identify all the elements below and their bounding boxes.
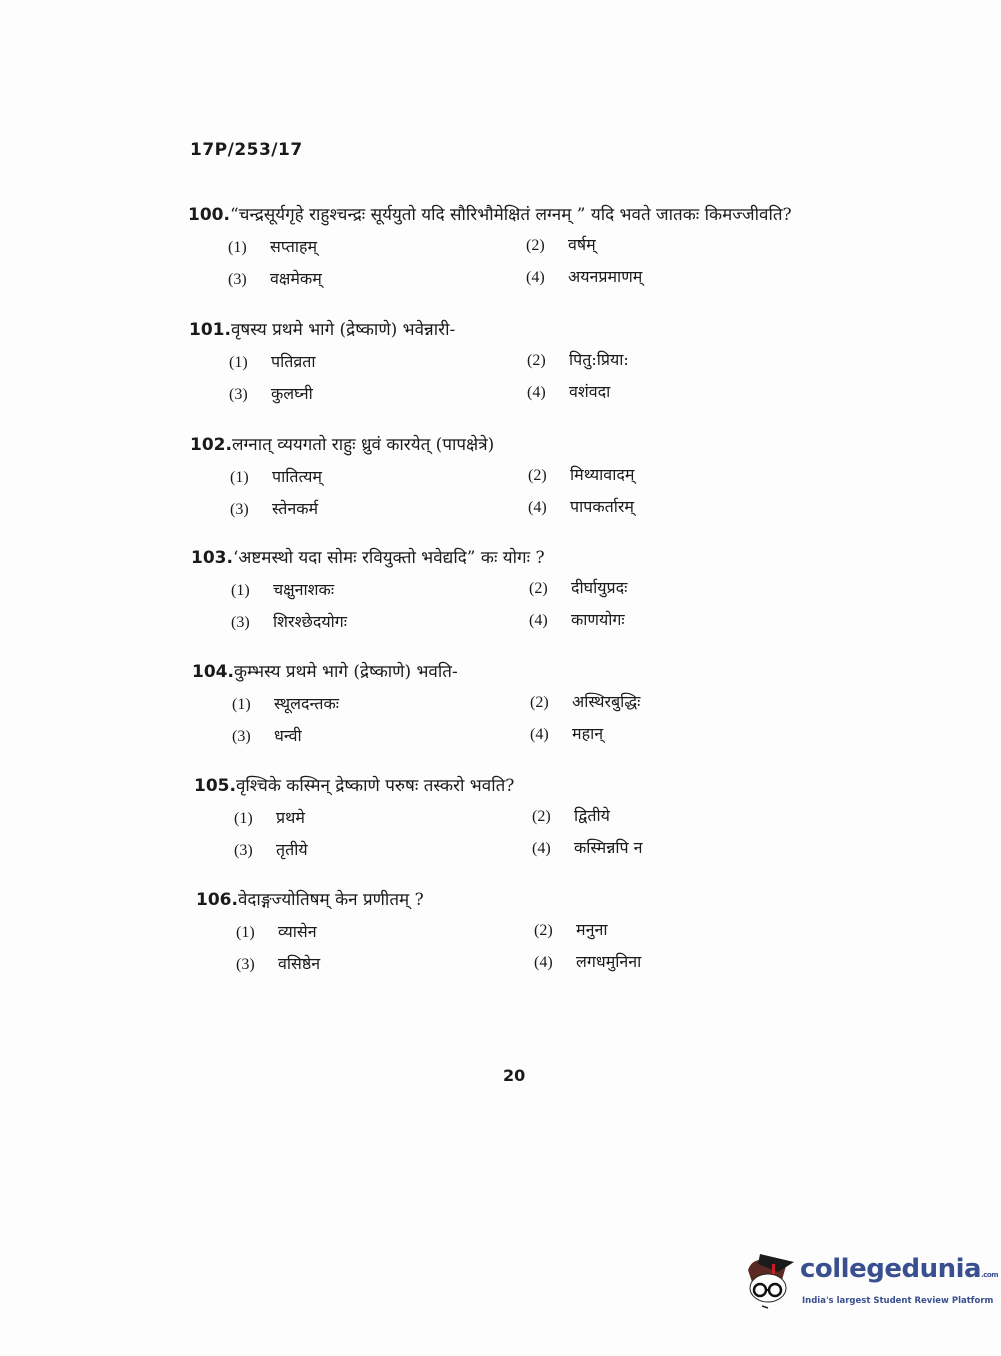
question-stem [190,430,890,460]
option-1 [228,232,317,263]
option-2 [529,573,627,604]
option-4 [526,262,642,293]
option-label: (3) [234,842,253,859]
question-text: “चन्द्रसूर्यगृहे राहुश्चन्द्रः सूर्ययुतो यदि सौरिभौमेक्षितं लग्नम् ” यदि भवते जातकः किमज्जीवति? [229,205,792,225]
question-number: 103. [191,548,233,568]
option-text: धन्वी [274,726,302,745]
option-label: (3) [230,501,249,518]
question-number: 106. [196,890,238,910]
option-2 [532,801,610,832]
brand-name: collegedunia [800,1254,982,1284]
mascot-logo-icon [742,1250,800,1320]
option-label: (3) [232,728,251,745]
question-text: वेदाङ्गज्योतिषम् केन प्रणीतम् ? [237,890,424,910]
question-number: 101. [189,320,231,340]
option-text: अस्थिरबुद्धिः [572,692,641,711]
option-label: (2) [530,694,549,711]
page-number: 20 [503,1066,526,1085]
option-text: वक्षमेकम् [270,269,322,288]
option-4 [534,947,641,978]
collegedunia-watermark [742,1250,998,1320]
question-number: 105. [194,776,236,796]
option-text: सप्ताहम् [270,237,318,256]
option-text: दीर्घायुप्रदः [571,578,628,597]
option-2 [528,460,634,491]
option-text: स्तेनकर्म [272,499,319,518]
option-label: (4) [526,269,545,286]
option-text: पितु:प्रिया: [569,350,629,369]
option-text: महान् [572,724,604,743]
option-label: (2) [534,922,553,939]
question-stem [194,771,894,801]
option-label: (2) [529,580,548,597]
option-text: पापकर्तारम् [570,497,634,516]
option-2 [530,687,640,718]
question-106 [196,885,896,979]
option-2 [527,345,629,376]
option-1 [230,462,322,493]
option-list [194,801,894,865]
option-text: द्वितीये [574,806,610,825]
question-stem [191,543,891,573]
option-list [188,230,888,294]
option-1 [232,689,339,720]
option-text: वर्षम् [568,235,596,254]
question-105 [194,771,894,865]
question-number: 104. [192,662,234,682]
option-label: (4) [532,840,551,857]
brand-suffix: .com [981,1271,998,1279]
option-label: (3) [228,271,247,288]
paper-code: 17P/253/17 [190,140,303,160]
option-4 [528,492,634,523]
option-label: (1) [234,810,253,827]
question-stem [188,200,888,230]
option-list [190,460,890,524]
option-4 [530,719,603,750]
question-number: 102. [190,435,232,455]
option-text: वसिष्ठेन [278,954,321,973]
option-text: काणयोगः [571,610,625,629]
option-label: (4) [529,612,548,629]
brand-tagline: India's largest Student Review Platform [802,1296,994,1306]
option-4 [529,605,625,636]
option-label: (1) [231,582,250,599]
option-text: प्रथमे [276,808,305,827]
question-number: 100. [188,205,230,225]
option-label: (1) [228,239,247,256]
option-text: लगधमुनिना [576,952,642,971]
option-1 [236,917,317,948]
option-list [191,573,891,637]
question-103 [191,543,891,637]
option-4 [532,833,643,864]
question-text: ‘अष्टमस्थो यदा सोमः रवियुक्तो भवेद्यदि” कः योगः ? [232,548,545,568]
option-text: पातित्यम् [272,467,322,486]
option-text: चक्षुनाशकः [273,580,335,599]
option-label: (4) [527,384,546,401]
option-label: (2) [532,808,551,825]
option-label: (1) [230,469,249,486]
option-label: (2) [528,467,547,484]
question-stem [189,315,889,345]
option-3 [228,264,322,295]
option-text: पतिव्रता [271,352,316,371]
option-text: कस्मिन्नपि न [574,838,643,857]
option-label: (3) [229,386,248,403]
question-text: लग्नात् व्ययगतो राहुः ध्रुवं कारयेत् (पापक्षेत्रे) [231,435,495,455]
option-3 [230,494,318,525]
question-stem [196,885,896,915]
option-3 [236,949,320,980]
option-3 [232,721,302,752]
option-text: कुलघ्नी [271,384,313,403]
option-list [189,345,889,409]
option-label: (3) [231,614,250,631]
option-label: (1) [232,696,251,713]
question-102 [190,430,890,524]
option-label: (4) [534,954,553,971]
option-4 [527,377,610,408]
question-101 [189,315,889,409]
option-label: (2) [526,237,545,254]
option-label: (2) [527,352,546,369]
option-text: स्थूलदन्तकः [274,694,340,713]
question-text: वृषस्य प्रथमे भागे (द्रेष्काणे) भवेन्नारी- [230,320,456,340]
option-label: (4) [530,726,549,743]
option-text: तृतीये [276,840,308,859]
option-text: अयनप्रमाणम् [568,267,643,286]
option-label: (1) [236,924,255,941]
option-text: मिथ्यावादम् [570,465,635,484]
option-text: वशंवदा [569,382,611,401]
question-text: कुम्भस्य प्रथमे भागे (द्रेष्काणे) भवति- [233,662,458,682]
option-list [192,687,892,751]
question-text: वृश्चिके कस्मिन् द्रेष्काणे परुषः तस्करो भवति? [235,776,515,796]
option-list [196,915,896,979]
question-104 [192,657,892,751]
option-label: (1) [229,354,248,371]
option-1 [234,803,305,834]
option-2 [526,230,596,261]
option-1 [229,347,316,378]
option-3 [229,379,313,410]
option-3 [231,607,347,638]
question-100 [188,200,888,294]
option-1 [231,575,334,606]
option-text: शिरश्छेदयोगः [273,612,348,631]
option-text: व्यासेन [278,922,317,941]
option-label: (4) [528,499,547,516]
option-label: (3) [236,956,255,973]
option-text: मनुना [576,920,608,939]
question-stem [192,657,892,687]
option-2 [534,915,607,946]
option-3 [234,835,308,866]
